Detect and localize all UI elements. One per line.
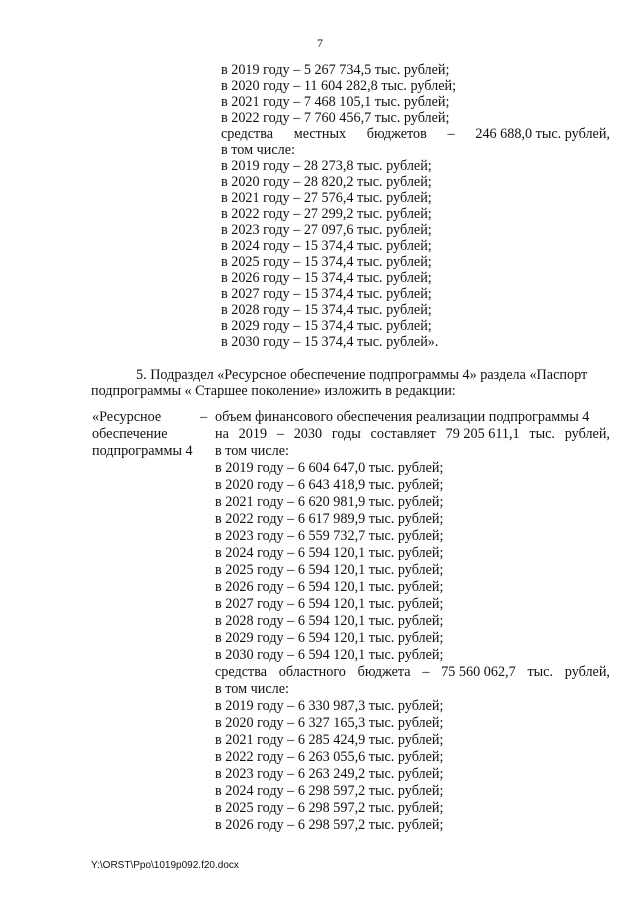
- row-label: обеспечение: [92, 426, 168, 442]
- year-line: в 2024 году – 6 298 597,2 тыс. рублей;: [215, 783, 444, 799]
- year-line: в 2030 году – 6 594 120,1 тыс. рублей;: [215, 647, 444, 663]
- year-line: в 2020 году – 6 327 165,3 тыс. рублей;: [215, 715, 444, 731]
- year-line: в 2021 году – 6 620 981,9 тыс. рублей;: [215, 494, 444, 510]
- year-line: в 2029 году – 15 374,4 тыс. рублей;: [221, 318, 432, 334]
- in-total-label: в том числе:: [215, 443, 289, 459]
- in-total-label: в том числе:: [221, 142, 295, 158]
- year-line: в 2028 году – 6 594 120,1 тыс. рублей;: [215, 613, 444, 629]
- year-line: в 2025 году – 15 374,4 тыс. рублей;: [221, 254, 432, 270]
- year-line: в 2019 году – 6 330 987,3 тыс. рублей;: [215, 698, 444, 714]
- year-line: в 2029 году – 6 594 120,1 тыс. рублей;: [215, 630, 444, 646]
- file-path-footer: Y:\ORST\Ppo\1019p092.f20.docx: [91, 860, 239, 871]
- year-line: в 2020 году – 28 820,2 тыс. рублей;: [221, 174, 432, 190]
- year-line: в 2025 году – 6 298 597,2 тыс. рублей;: [215, 800, 444, 816]
- year-line: в 2025 году – 6 594 120,1 тыс. рублей;: [215, 562, 444, 578]
- year-line: в 2027 году – 6 594 120,1 тыс. рублей;: [215, 596, 444, 612]
- year-line: в 2023 году – 27 097,6 тыс. рублей;: [221, 222, 432, 238]
- in-total-label: в том числе:: [215, 681, 289, 697]
- row-label: подпрограммы 4: [92, 443, 193, 459]
- volume-line: объем финансового обеспечения реализации подпрограммы 4: [215, 409, 590, 425]
- year-line: в 2024 году – 6 594 120,1 тыс. рублей;: [215, 545, 444, 561]
- page-number: 7: [317, 36, 323, 50]
- year-line: в 2022 году – 7 760 456,7 тыс. рублей;: [221, 110, 450, 126]
- year-line: в 2022 году – 6 263 055,6 тыс. рублей;: [215, 749, 444, 765]
- year-line: в 2026 году – 15 374,4 тыс. рублей;: [221, 270, 432, 286]
- year-line: в 2022 году – 6 617 989,9 тыс. рублей;: [215, 511, 444, 527]
- volume-line-justified: на 2019 – 2030 годы составляет 79 205 611,1 тыс. рублей,: [215, 426, 610, 442]
- year-line: в 2026 году – 6 594 120,1 тыс. рублей;: [215, 579, 444, 595]
- year-line: в 2021 году – 27 576,4 тыс. рублей;: [221, 190, 432, 206]
- year-line: в 2026 году – 6 298 597,2 тыс. рублей;: [215, 817, 444, 833]
- year-line: в 2020 году – 11 604 282,8 тыс. рублей;: [221, 78, 457, 94]
- year-line: в 2023 году – 6 559 732,7 тыс. рублей;: [215, 528, 444, 544]
- year-line: в 2028 году – 15 374,4 тыс. рублей;: [221, 302, 432, 318]
- local-budget-header: средства местных бюджетов – 246 688,0 тыс. рублей,: [221, 126, 610, 142]
- regional-budget-header: средства областного бюджета – 75 560 062,7 тыс. рублей,: [215, 664, 610, 680]
- year-line: в 2021 году – 6 285 424,9 тыс. рублей;: [215, 732, 444, 748]
- paragraph-line: 5. Подраздел «Ресурсное обеспечение подпрограммы 4» раздела «Паспорт: [136, 367, 588, 383]
- year-line: в 2022 году – 27 299,2 тыс. рублей;: [221, 206, 432, 222]
- row-dash: –: [200, 409, 208, 425]
- year-line: в 2019 году – 5 267 734,5 тыс. рублей;: [221, 62, 450, 78]
- year-line: в 2024 году – 15 374,4 тыс. рублей;: [221, 238, 432, 254]
- year-line: в 2020 году – 6 643 418,9 тыс. рублей;: [215, 477, 444, 493]
- row-label: «Ресурсное: [92, 409, 162, 425]
- year-line: в 2019 году – 28 273,8 тыс. рублей;: [221, 158, 432, 174]
- paragraph-line: подпрограммы « Старшее поколение» изложить в редакции:: [91, 383, 456, 399]
- year-line: в 2019 году – 6 604 647,0 тыс. рублей;: [215, 460, 444, 476]
- year-line: в 2027 году – 15 374,4 тыс. рублей;: [221, 286, 432, 302]
- year-line: в 2023 году – 6 263 249,2 тыс. рублей;: [215, 766, 444, 782]
- year-line: в 2030 году – 15 374,4 тыс. рублей».: [221, 334, 439, 350]
- year-line: в 2021 году – 7 468 105,1 тыс. рублей;: [221, 94, 450, 110]
